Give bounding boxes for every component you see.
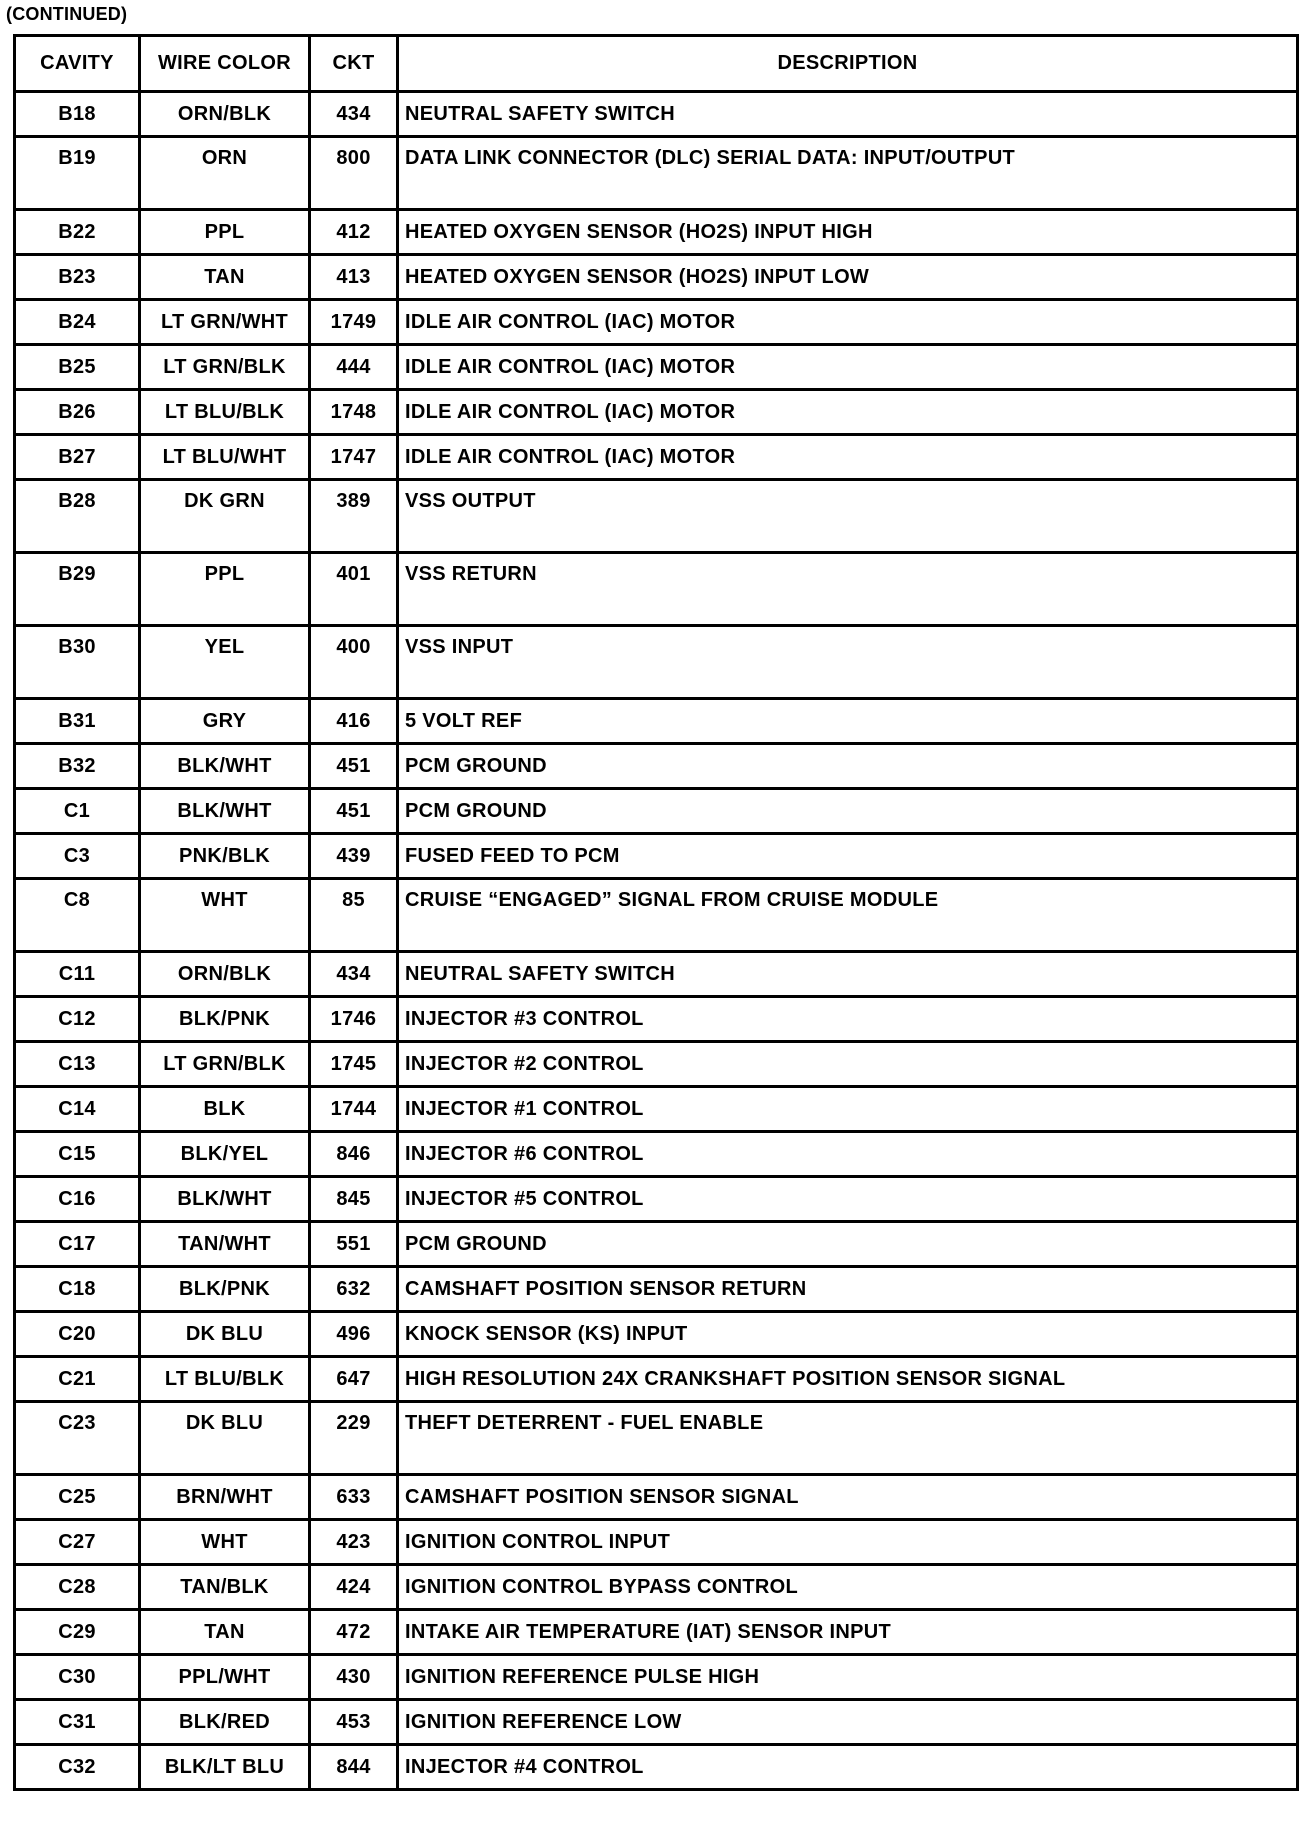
cavity-cell: C17 bbox=[15, 1222, 140, 1267]
wire-color-cell: BLK/LT BLU bbox=[140, 1745, 310, 1790]
table-row bbox=[15, 879, 1298, 952]
description-cell: VSS INPUT bbox=[398, 626, 1298, 699]
ckt-cell: 389 bbox=[310, 480, 398, 553]
description-cell: IGNITION REFERENCE PULSE HIGH bbox=[398, 1655, 1298, 1700]
table-row bbox=[15, 834, 1298, 879]
cavity-cell: C14 bbox=[15, 1087, 140, 1132]
description-cell: THEFT DETERRENT - FUEL ENABLE bbox=[398, 1402, 1298, 1475]
ckt-cell: 633 bbox=[310, 1475, 398, 1520]
wire-color-cell: ORN/BLK bbox=[140, 952, 310, 997]
wire-color-cell: DK BLU bbox=[140, 1312, 310, 1357]
ckt-cell: 434 bbox=[310, 92, 398, 137]
wire-color-cell: TAN bbox=[140, 255, 310, 300]
table-row bbox=[15, 255, 1298, 300]
ckt-cell: 551 bbox=[310, 1222, 398, 1267]
table-row bbox=[15, 1745, 1298, 1790]
ckt-cell: 412 bbox=[310, 210, 398, 255]
table-body bbox=[15, 92, 1298, 1790]
description-cell: HEATED OXYGEN SENSOR (HO2S) INPUT HIGH bbox=[398, 210, 1298, 255]
cavity-cell: C15 bbox=[15, 1132, 140, 1177]
header-wire-color: WIRE COLOR bbox=[140, 36, 310, 92]
description-cell: INJECTOR #4 CONTROL bbox=[398, 1745, 1298, 1790]
ckt-cell: 1744 bbox=[310, 1087, 398, 1132]
cavity-cell: B22 bbox=[15, 210, 140, 255]
ckt-cell: 1748 bbox=[310, 390, 398, 435]
header-ckt: CKT bbox=[310, 36, 398, 92]
wire-color-cell: BLK/PNK bbox=[140, 1267, 310, 1312]
ckt-cell: 846 bbox=[310, 1132, 398, 1177]
wire-color-cell: BLK/PNK bbox=[140, 997, 310, 1042]
description-cell: INJECTOR #6 CONTROL bbox=[398, 1132, 1298, 1177]
description-cell: INJECTOR #3 CONTROL bbox=[398, 997, 1298, 1042]
cavity-cell: C16 bbox=[15, 1177, 140, 1222]
wire-color-cell: BLK/WHT bbox=[140, 1177, 310, 1222]
wire-color-cell: WHT bbox=[140, 879, 310, 952]
table-row bbox=[15, 1565, 1298, 1610]
cavity-cell: C21 bbox=[15, 1357, 140, 1402]
cavity-cell: B28 bbox=[15, 480, 140, 553]
description-cell: NEUTRAL SAFETY SWITCH bbox=[398, 92, 1298, 137]
description-cell: DATA LINK CONNECTOR (DLC) SERIAL DATA: INPUT/OUTPUT bbox=[398, 137, 1298, 210]
cavity-cell: B27 bbox=[15, 435, 140, 480]
cavity-cell: C23 bbox=[15, 1402, 140, 1475]
ckt-cell: 434 bbox=[310, 952, 398, 997]
table-row bbox=[15, 435, 1298, 480]
ckt-cell: 439 bbox=[310, 834, 398, 879]
cavity-cell: C12 bbox=[15, 997, 140, 1042]
table-row bbox=[15, 626, 1298, 699]
description-cell: PCM GROUND bbox=[398, 1222, 1298, 1267]
continued-label: (CONTINUED) bbox=[6, 4, 128, 24]
table-row bbox=[15, 480, 1298, 553]
ckt-cell: 85 bbox=[310, 879, 398, 952]
wire-color-cell: TAN bbox=[140, 1610, 310, 1655]
description-cell: IDLE AIR CONTROL (IAC) MOTOR bbox=[398, 435, 1298, 480]
ckt-cell: 1747 bbox=[310, 435, 398, 480]
description-cell: KNOCK SENSOR (KS) INPUT bbox=[398, 1312, 1298, 1357]
table-row bbox=[15, 1700, 1298, 1745]
wire-color-cell: BLK/RED bbox=[140, 1700, 310, 1745]
cavity-cell: B29 bbox=[15, 553, 140, 626]
table-row bbox=[15, 997, 1298, 1042]
ckt-cell: 800 bbox=[310, 137, 398, 210]
table-row bbox=[15, 390, 1298, 435]
description-cell: VSS OUTPUT bbox=[398, 480, 1298, 553]
cavity-cell: B31 bbox=[15, 699, 140, 744]
wire-color-cell: LT BLU/BLK bbox=[140, 390, 310, 435]
ckt-cell: 451 bbox=[310, 789, 398, 834]
table-row bbox=[15, 1402, 1298, 1475]
table-row bbox=[15, 1222, 1298, 1267]
description-cell: HEATED OXYGEN SENSOR (HO2S) INPUT LOW bbox=[398, 255, 1298, 300]
table-row bbox=[15, 1610, 1298, 1655]
cavity-cell: B32 bbox=[15, 744, 140, 789]
table-row bbox=[15, 1177, 1298, 1222]
description-cell: IDLE AIR CONTROL (IAC) MOTOR bbox=[398, 300, 1298, 345]
description-cell: IGNITION CONTROL INPUT bbox=[398, 1520, 1298, 1565]
cavity-cell: C29 bbox=[15, 1610, 140, 1655]
wire-color-cell: PNK/BLK bbox=[140, 834, 310, 879]
ckt-cell: 496 bbox=[310, 1312, 398, 1357]
cavity-cell: B26 bbox=[15, 390, 140, 435]
description-cell: INJECTOR #2 CONTROL bbox=[398, 1042, 1298, 1087]
description-cell: VSS RETURN bbox=[398, 553, 1298, 626]
table-row bbox=[15, 1357, 1298, 1402]
ckt-cell: 1749 bbox=[310, 300, 398, 345]
wire-color-cell: BLK/WHT bbox=[140, 744, 310, 789]
description-cell: INTAKE AIR TEMPERATURE (IAT) SENSOR INPUT bbox=[398, 1610, 1298, 1655]
ckt-cell: 472 bbox=[310, 1610, 398, 1655]
table-row bbox=[15, 699, 1298, 744]
header-cavity: CAVITY bbox=[15, 36, 140, 92]
wire-color-cell: LT GRN/BLK bbox=[140, 1042, 310, 1087]
cavity-cell: C11 bbox=[15, 952, 140, 997]
table-row bbox=[15, 92, 1298, 137]
wire-color-cell: TAN/WHT bbox=[140, 1222, 310, 1267]
wire-color-cell: WHT bbox=[140, 1520, 310, 1565]
table-row bbox=[15, 952, 1298, 997]
description-cell: INJECTOR #5 CONTROL bbox=[398, 1177, 1298, 1222]
table-row bbox=[15, 1087, 1298, 1132]
cavity-cell: C13 bbox=[15, 1042, 140, 1087]
description-cell: CAMSHAFT POSITION SENSOR SIGNAL bbox=[398, 1475, 1298, 1520]
wire-color-cell: BLK bbox=[140, 1087, 310, 1132]
wire-color-cell: BLK/YEL bbox=[140, 1132, 310, 1177]
description-cell: IDLE AIR CONTROL (IAC) MOTOR bbox=[398, 390, 1298, 435]
wire-color-cell: ORN/BLK bbox=[140, 92, 310, 137]
cavity-cell: C8 bbox=[15, 879, 140, 952]
table-row bbox=[15, 1312, 1298, 1357]
description-cell: FUSED FEED TO PCM bbox=[398, 834, 1298, 879]
table-header bbox=[15, 36, 1298, 92]
wire-color-cell: DK GRN bbox=[140, 480, 310, 553]
ckt-cell: 413 bbox=[310, 255, 398, 300]
table-row bbox=[15, 789, 1298, 834]
table-row bbox=[15, 1475, 1298, 1520]
ckt-cell: 430 bbox=[310, 1655, 398, 1700]
ckt-cell: 444 bbox=[310, 345, 398, 390]
cavity-cell: B18 bbox=[15, 92, 140, 137]
ckt-cell: 647 bbox=[310, 1357, 398, 1402]
cavity-cell: C31 bbox=[15, 1700, 140, 1745]
table-row bbox=[15, 300, 1298, 345]
cavity-cell: C1 bbox=[15, 789, 140, 834]
ckt-cell: 632 bbox=[310, 1267, 398, 1312]
description-cell: PCM GROUND bbox=[398, 744, 1298, 789]
ckt-cell: 1746 bbox=[310, 997, 398, 1042]
table-row bbox=[15, 210, 1298, 255]
table-row bbox=[15, 744, 1298, 789]
wire-color-cell: BRN/WHT bbox=[140, 1475, 310, 1520]
cavity-cell: C18 bbox=[15, 1267, 140, 1312]
description-cell: IGNITION REFERENCE LOW bbox=[398, 1700, 1298, 1745]
ckt-cell: 229 bbox=[310, 1402, 398, 1475]
ckt-cell: 845 bbox=[310, 1177, 398, 1222]
cavity-cell: B23 bbox=[15, 255, 140, 300]
cavity-cell: C27 bbox=[15, 1520, 140, 1565]
description-cell: CRUISE “ENGAGED” SIGNAL FROM CRUISE MODULE bbox=[398, 879, 1298, 952]
ckt-cell: 424 bbox=[310, 1565, 398, 1610]
table-row bbox=[15, 1132, 1298, 1177]
wire-color-cell: ORN bbox=[140, 137, 310, 210]
description-cell: NEUTRAL SAFETY SWITCH bbox=[398, 952, 1298, 997]
description-cell: IDLE AIR CONTROL (IAC) MOTOR bbox=[398, 345, 1298, 390]
description-cell: 5 VOLT REF bbox=[398, 699, 1298, 744]
table-row bbox=[15, 137, 1298, 210]
table-row bbox=[15, 345, 1298, 390]
header-description: DESCRIPTION bbox=[398, 36, 1298, 92]
wire-color-cell: GRY bbox=[140, 699, 310, 744]
wire-color-cell: PPL/WHT bbox=[140, 1655, 310, 1700]
table-row bbox=[15, 1267, 1298, 1312]
description-cell: INJECTOR #1 CONTROL bbox=[398, 1087, 1298, 1132]
wire-color-cell: BLK/WHT bbox=[140, 789, 310, 834]
cavity-cell: B24 bbox=[15, 300, 140, 345]
wire-color-cell: LT BLU/WHT bbox=[140, 435, 310, 480]
ckt-cell: 423 bbox=[310, 1520, 398, 1565]
header-row bbox=[15, 36, 1298, 92]
ckt-cell: 400 bbox=[310, 626, 398, 699]
wire-color-cell: PPL bbox=[140, 210, 310, 255]
cavity-cell: C30 bbox=[15, 1655, 140, 1700]
connector-pinout-table bbox=[13, 34, 1299, 1791]
wire-color-cell: YEL bbox=[140, 626, 310, 699]
ckt-cell: 401 bbox=[310, 553, 398, 626]
cavity-cell: C28 bbox=[15, 1565, 140, 1610]
description-cell: PCM GROUND bbox=[398, 789, 1298, 834]
wire-color-cell: LT GRN/BLK bbox=[140, 345, 310, 390]
cavity-cell: B30 bbox=[15, 626, 140, 699]
wire-color-cell: LT BLU/BLK bbox=[140, 1357, 310, 1402]
cavity-cell: C3 bbox=[15, 834, 140, 879]
cavity-cell: C25 bbox=[15, 1475, 140, 1520]
wire-color-cell: LT GRN/WHT bbox=[140, 300, 310, 345]
table-row bbox=[15, 1520, 1298, 1565]
cavity-cell: B19 bbox=[15, 137, 140, 210]
ckt-cell: 453 bbox=[310, 1700, 398, 1745]
ckt-cell: 844 bbox=[310, 1745, 398, 1790]
ckt-cell: 1745 bbox=[310, 1042, 398, 1087]
table-row bbox=[15, 1042, 1298, 1087]
cavity-cell: B25 bbox=[15, 345, 140, 390]
wire-color-cell: TAN/BLK bbox=[140, 1565, 310, 1610]
description-cell: CAMSHAFT POSITION SENSOR RETURN bbox=[398, 1267, 1298, 1312]
wire-color-cell: PPL bbox=[140, 553, 310, 626]
ckt-cell: 416 bbox=[310, 699, 398, 744]
ckt-cell: 451 bbox=[310, 744, 398, 789]
cavity-cell: C20 bbox=[15, 1312, 140, 1357]
wire-color-cell: DK BLU bbox=[140, 1402, 310, 1475]
description-cell: HIGH RESOLUTION 24X CRANKSHAFT POSITION SENSOR SIGNAL bbox=[398, 1357, 1298, 1402]
description-cell: IGNITION CONTROL BYPASS CONTROL bbox=[398, 1565, 1298, 1610]
cavity-cell: C32 bbox=[15, 1745, 140, 1790]
table-row bbox=[15, 1655, 1298, 1700]
table-row bbox=[15, 553, 1298, 626]
